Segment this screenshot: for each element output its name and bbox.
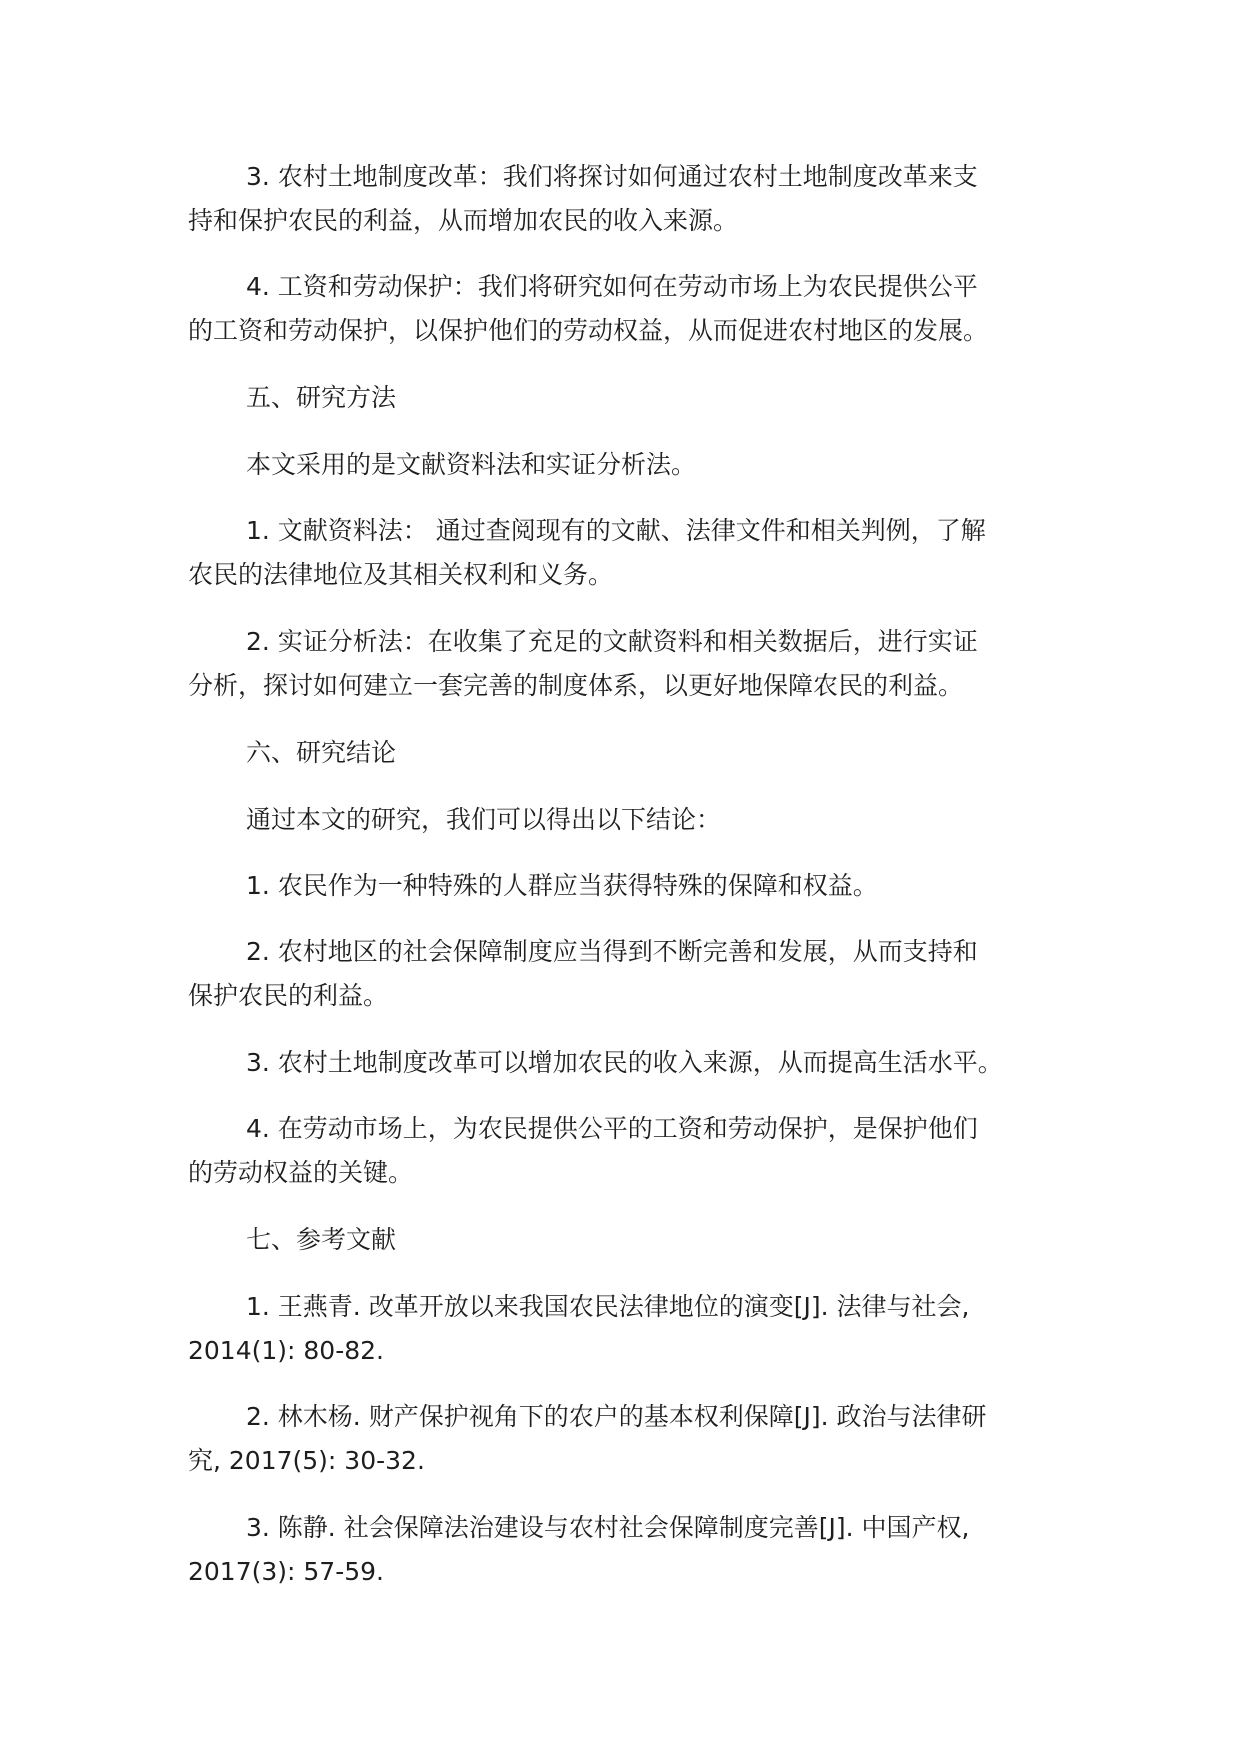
list-item-line: 3. 农村土地制度改革可以增加农民的收入来源，从而提高生活水平。 — [246, 1048, 1003, 1077]
list-item-line: 保护农民的利益。 — [188, 981, 389, 1010]
list-item-line: 1. 文献资料法： 通过查阅现有的文献、法律文件和相关判例，了解 — [246, 516, 986, 545]
list-item-line: 持和保护农民的利益，从而增加农民的收入来源。 — [188, 206, 739, 235]
list-item-line: 3. 农村土地制度改革：我们将探讨如何通过农村土地制度改革来支 — [246, 162, 978, 191]
list-item-line: 的工资和劳动保护，以保护他们的劳动权益，从而促进农村地区的发展。 — [188, 316, 989, 345]
list-item-line: 分析，探讨如何建立一套完善的制度体系，以更好地保障农民的利益。 — [188, 671, 964, 700]
list-item-line: 2. 农村地区的社会保障制度应当得到不断完善和发展，从而支持和 — [246, 937, 978, 966]
list-item-line: 4. 在劳动市场上，为农民提供公平的工资和劳动保护，是保护他们 — [246, 1114, 978, 1143]
reference-item-line: 3. 陈静. 社会保障法治建设与农村社会保障制度完善[J]. 中国产权, — [246, 1513, 970, 1542]
list-item-line: 4. 工资和劳动保护：我们将研究如何在劳动市场上为农民提供公平 — [246, 272, 978, 301]
reference-item-line: 2. 林木杨. 财产保护视角下的农户的基本权利保障[J]. 政治与法律研 — [246, 1402, 987, 1431]
section-heading: 七、参考文献 — [246, 1225, 397, 1254]
section-heading: 六、研究结论 — [246, 738, 397, 767]
section-heading: 五、研究方法 — [246, 383, 397, 412]
paragraph-line: 本文采用的是文献资料法和实证分析法。 — [246, 450, 697, 479]
list-item-line: 的劳动权益的关键。 — [188, 1158, 414, 1187]
reference-item-line: 2014(1): 80-82. — [188, 1336, 384, 1365]
list-item-line: 1. 农民作为一种特殊的人群应当获得特殊的保障和权益。 — [246, 871, 878, 900]
reference-item-line: 究, 2017(5): 30-32. — [188, 1446, 425, 1475]
list-item-line: 2. 实证分析法：在收集了充足的文献资料和相关数据后，进行实证 — [246, 627, 978, 656]
reference-item-line: 1. 王燕青. 改革开放以来我国农民法律地位的演变[J]. 法律与社会, — [246, 1292, 970, 1321]
list-item-line: 农民的法律地位及其相关权利和义务。 — [188, 560, 614, 589]
paragraph-line: 通过本文的研究，我们可以得出以下结论： — [246, 805, 722, 834]
reference-item-line: 2017(3): 57-59. — [188, 1557, 384, 1586]
